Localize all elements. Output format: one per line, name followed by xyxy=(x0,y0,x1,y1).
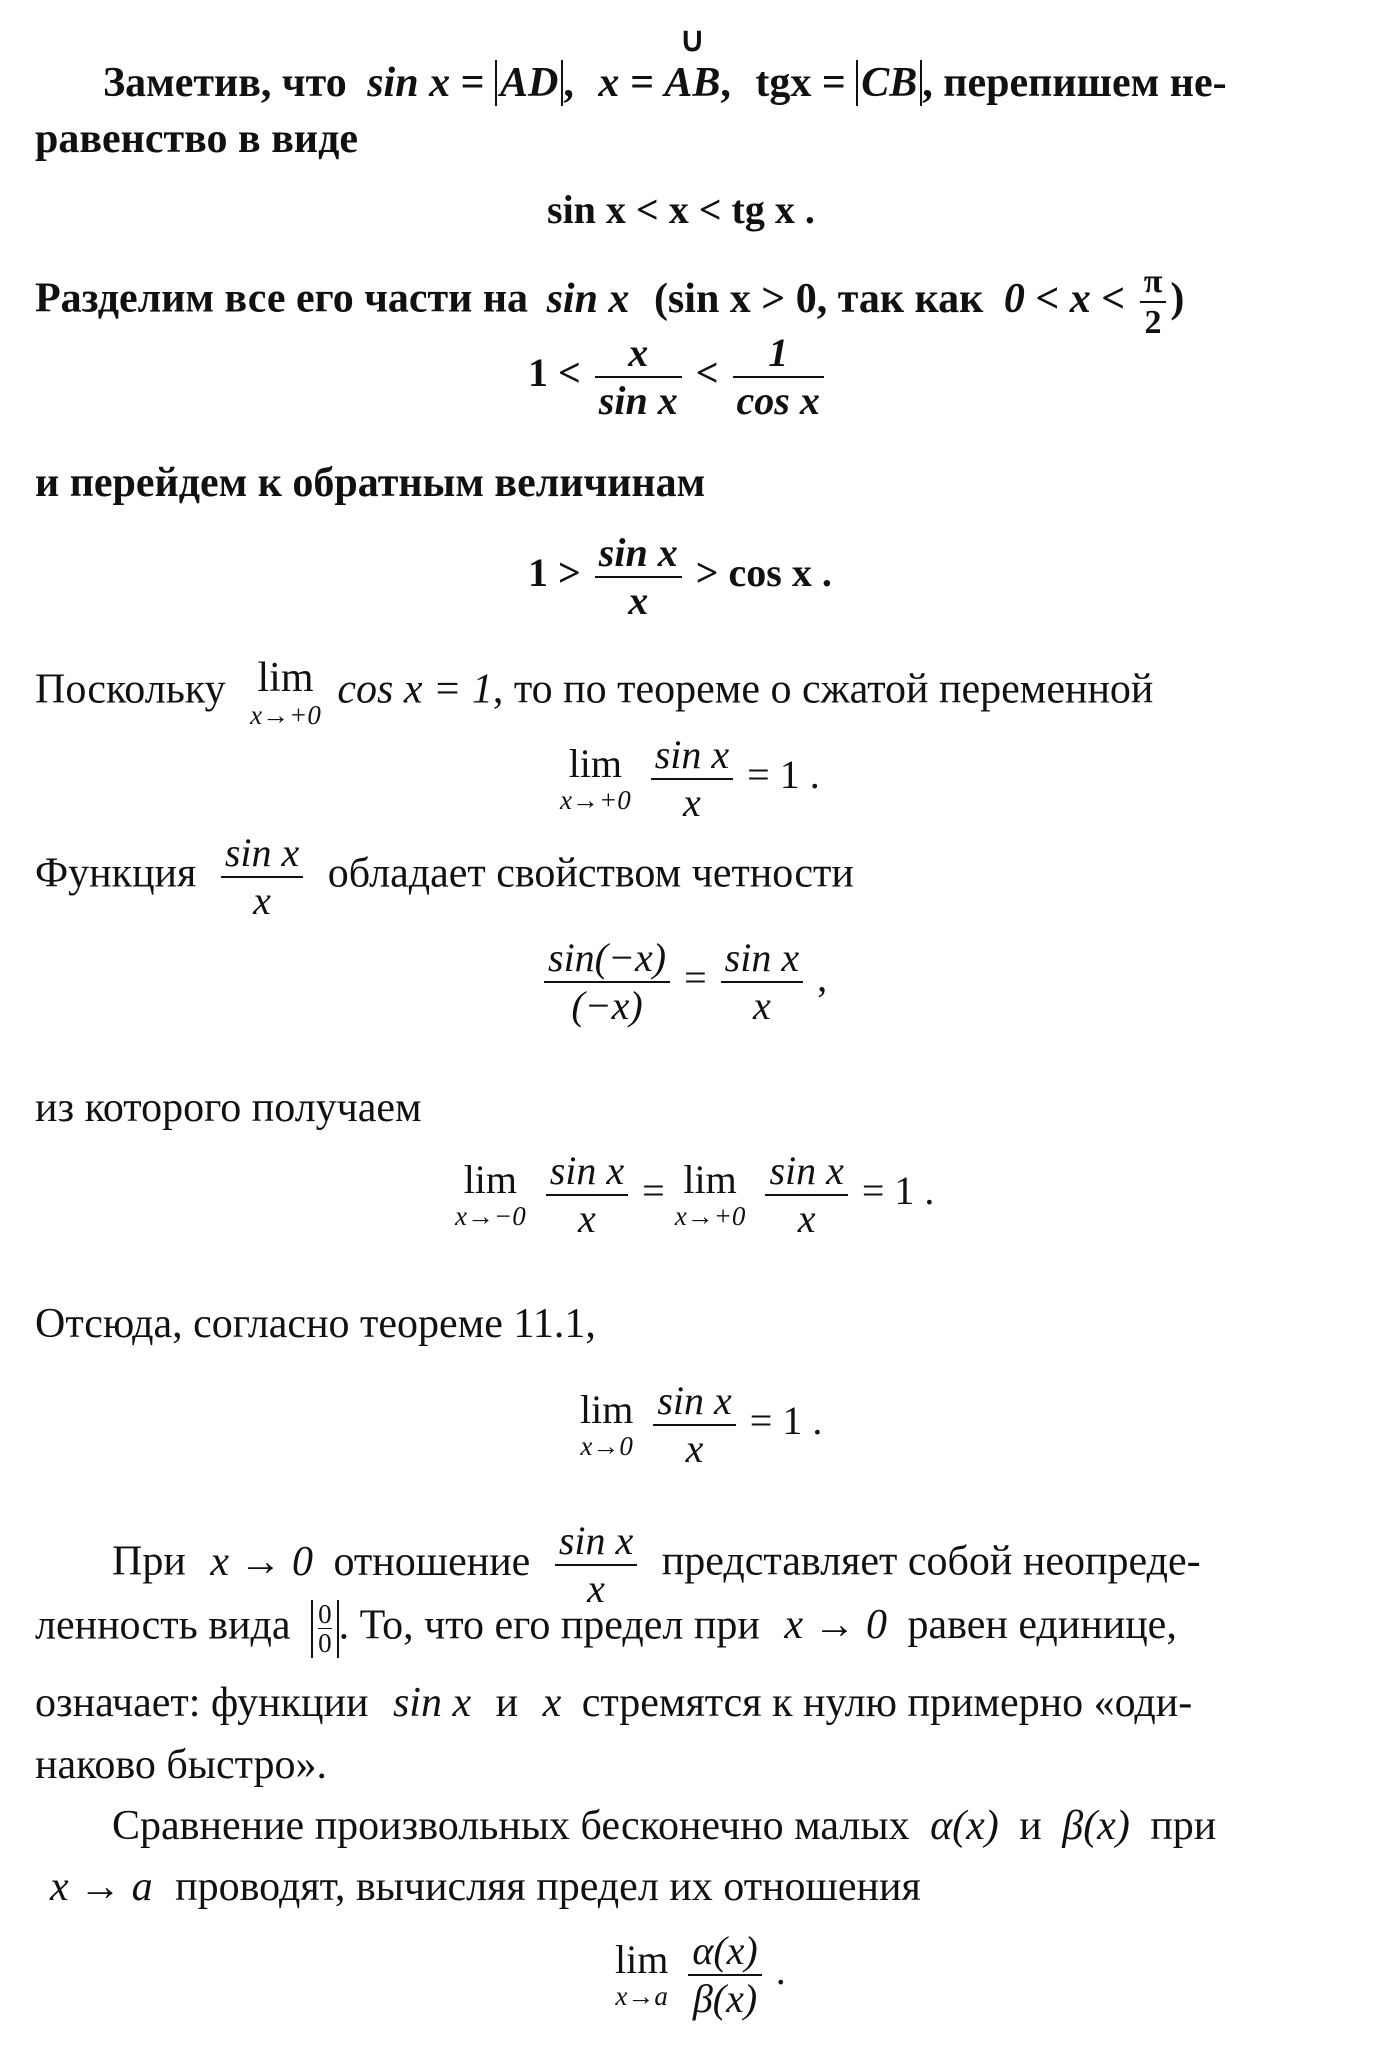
fraction-sinx-over-x xyxy=(555,1518,637,1612)
text: при xyxy=(1150,1803,1217,1849)
math: 1 < xyxy=(528,350,581,396)
arc-AB-label: AB xyxy=(664,60,721,106)
math-abs-CB: CB xyxy=(856,60,922,106)
equation-1: sin x < x < tg x . xyxy=(547,187,815,232)
numerator: sin x xyxy=(555,1518,637,1566)
text: обладает свойством четности xyxy=(327,850,854,897)
fraction-1-over-cosx xyxy=(733,330,824,424)
lim-label: lim xyxy=(463,1157,518,1203)
fraction-sinx-over-x xyxy=(721,935,803,1029)
math-alpha: α(x) xyxy=(930,1803,999,1849)
fraction-sinx-over-x xyxy=(546,1148,628,1242)
math: = xyxy=(642,1168,665,1214)
denominator: β(x) xyxy=(692,1976,758,2021)
numerator: sin x xyxy=(221,830,303,878)
numerator: sin x xyxy=(653,1378,735,1426)
lim-subscript: x→+0 xyxy=(560,785,631,816)
math: = 1 . xyxy=(861,1168,935,1214)
fraction-sinx-over-x xyxy=(765,1148,847,1242)
lim-subscript: x→+0 xyxy=(674,1201,746,1232)
math-eq: = xyxy=(460,60,485,106)
math-arc-AB xyxy=(664,22,721,106)
paragraph-8-line-4: наково быстро». xyxy=(35,1742,328,1788)
math-ineq: 0 < x < xyxy=(1003,275,1126,322)
math: > cos x . xyxy=(695,550,832,596)
lim-subscript: x→a xyxy=(615,1981,668,2012)
equation-3 xyxy=(528,530,832,624)
lim-subscript: x→+0 xyxy=(250,700,321,731)
denominator: sin x xyxy=(598,378,678,423)
lim-label: lim xyxy=(615,1937,669,1983)
math-tg-x: tgx = xyxy=(755,60,846,106)
fraction-sinx-over-x xyxy=(651,732,733,826)
fraction-sinx-over-x xyxy=(221,830,303,924)
math-beta: β(x) xyxy=(1062,1803,1130,1849)
text: , то по теореме о сжатой переменной xyxy=(492,666,1154,713)
text: проводят, вычисляя предел их отношения xyxy=(175,1864,921,1910)
paragraph-5 xyxy=(35,830,854,924)
text: представляет собой неопреде- xyxy=(661,1538,1201,1585)
math-sin-x: sin x xyxy=(546,275,630,322)
paragraph-7: Отсюда, согласно теореме 11.1, xyxy=(35,1301,596,1347)
text: означает: функции xyxy=(35,1680,369,1726)
equation-8 xyxy=(615,1928,786,2022)
limit-right xyxy=(675,1158,746,1232)
denominator: x xyxy=(685,1426,704,1471)
numerator: α(x) xyxy=(688,1928,761,1976)
numerator: sin x xyxy=(651,732,733,780)
math-sin-x: sin x xyxy=(392,1680,472,1726)
lim-label: lim xyxy=(568,741,623,787)
paragraph-1-line-1 xyxy=(103,22,1227,106)
denominator: x xyxy=(253,878,271,923)
numerator: 1 xyxy=(733,330,824,378)
denominator: 2 xyxy=(1144,304,1162,342)
text: стремятся к нулю примерно «оди- xyxy=(581,1680,1193,1726)
equation-2 xyxy=(528,330,828,424)
paragraph-4 xyxy=(35,655,1153,731)
paragraph-6: из которого получаем xyxy=(35,1085,422,1131)
denominator: x xyxy=(683,780,701,825)
paragraph-8-line-2 xyxy=(35,1600,1177,1658)
math-x: x xyxy=(542,1680,562,1726)
paragraph-9-line-2 xyxy=(50,1866,921,1908)
math: 1 > xyxy=(528,550,581,596)
math-sin-x: sin x xyxy=(367,60,451,106)
equation-4 xyxy=(560,732,820,826)
math: = xyxy=(684,955,707,1001)
denominator: x xyxy=(752,983,771,1028)
equation-6 xyxy=(455,1148,934,1242)
numerator: sin x xyxy=(546,1148,628,1196)
math: . xyxy=(775,1948,786,1994)
math-x-to-0: x → 0 xyxy=(210,1538,313,1585)
paragraph-8-line-3 xyxy=(35,1682,1192,1724)
equation-7 xyxy=(580,1378,822,1472)
fraction-pi-over-2 xyxy=(1140,262,1167,342)
indeterminate-bracket xyxy=(311,1600,339,1658)
text: равен единице, xyxy=(907,1602,1177,1649)
text: и xyxy=(1019,1803,1042,1849)
limit xyxy=(615,1938,668,2012)
paragraph-3: и перейдем к обратным величинам xyxy=(35,460,706,506)
comma: , xyxy=(720,60,731,106)
denominator: x xyxy=(587,1566,605,1611)
text: (sin x > 0, так как xyxy=(653,275,984,322)
text: При xyxy=(112,1538,186,1585)
text: Разделим все его части на xyxy=(35,275,529,322)
math: = 1 . xyxy=(749,1398,823,1444)
math: , xyxy=(817,955,828,1001)
text: Сравнение произвольных бесконечно малых xyxy=(112,1803,910,1849)
arc-mark: ∪ xyxy=(679,22,705,59)
text: ) xyxy=(1170,275,1185,322)
paragraph-1-line-2: равенство в виде xyxy=(35,116,358,162)
math: = 1 . xyxy=(747,752,820,798)
denominator: cos x xyxy=(736,378,820,423)
math: < xyxy=(695,350,719,396)
fraction-sinx-over-x xyxy=(595,530,682,624)
text: Заметив, что xyxy=(103,60,347,106)
numerator: x xyxy=(595,330,682,378)
denominator: x xyxy=(797,1196,816,1241)
text: . То, что его предел при xyxy=(338,1602,760,1649)
paragraph-9-line-1 xyxy=(112,1805,1216,1847)
numerator: sin x xyxy=(595,530,682,578)
numerator: sin x xyxy=(721,935,803,983)
numerator: 0 xyxy=(318,1599,332,1629)
lim-subscript: x→0 xyxy=(580,1431,633,1462)
fraction-alpha-over-beta xyxy=(688,1928,761,2022)
math-abs-AD: AD xyxy=(495,60,563,106)
equation-5 xyxy=(540,935,827,1029)
limit xyxy=(250,655,321,731)
numerator: π xyxy=(1140,262,1167,303)
numerator: sin x xyxy=(765,1148,847,1196)
text: ленность вида xyxy=(35,1602,291,1649)
lim-label: lim xyxy=(580,1387,634,1433)
text: отношение xyxy=(333,1538,531,1585)
text: и xyxy=(495,1680,519,1726)
limit xyxy=(580,1388,633,1462)
math-x-to-a: x → a xyxy=(50,1864,153,1910)
fraction-sin-neg-x xyxy=(544,935,670,1029)
text: Поскольку xyxy=(35,666,226,713)
denominator: 0 xyxy=(318,1628,332,1659)
denominator: (−x) xyxy=(571,983,643,1028)
denominator: x xyxy=(628,578,649,623)
text: , перепишем не- xyxy=(922,60,1227,106)
math-cos: cos x = 1 xyxy=(337,666,493,713)
text: Функция xyxy=(35,850,197,897)
math-x-eq: x = xyxy=(598,60,654,106)
fraction-sinx-over-x xyxy=(653,1378,735,1472)
math-x-to-0: x → 0 xyxy=(784,1602,887,1649)
lim-label: lim xyxy=(683,1157,737,1203)
paragraph-8-line-1 xyxy=(112,1518,1201,1612)
lim-label: lim xyxy=(257,655,314,701)
comma: , xyxy=(563,60,574,106)
lim-subscript: x→−0 xyxy=(455,1201,526,1232)
limit xyxy=(560,742,631,816)
fraction-x-over-sinx xyxy=(595,330,682,424)
numerator: sin(−x) xyxy=(544,935,670,983)
denominator: x xyxy=(578,1196,596,1241)
limit-left xyxy=(455,1158,526,1232)
